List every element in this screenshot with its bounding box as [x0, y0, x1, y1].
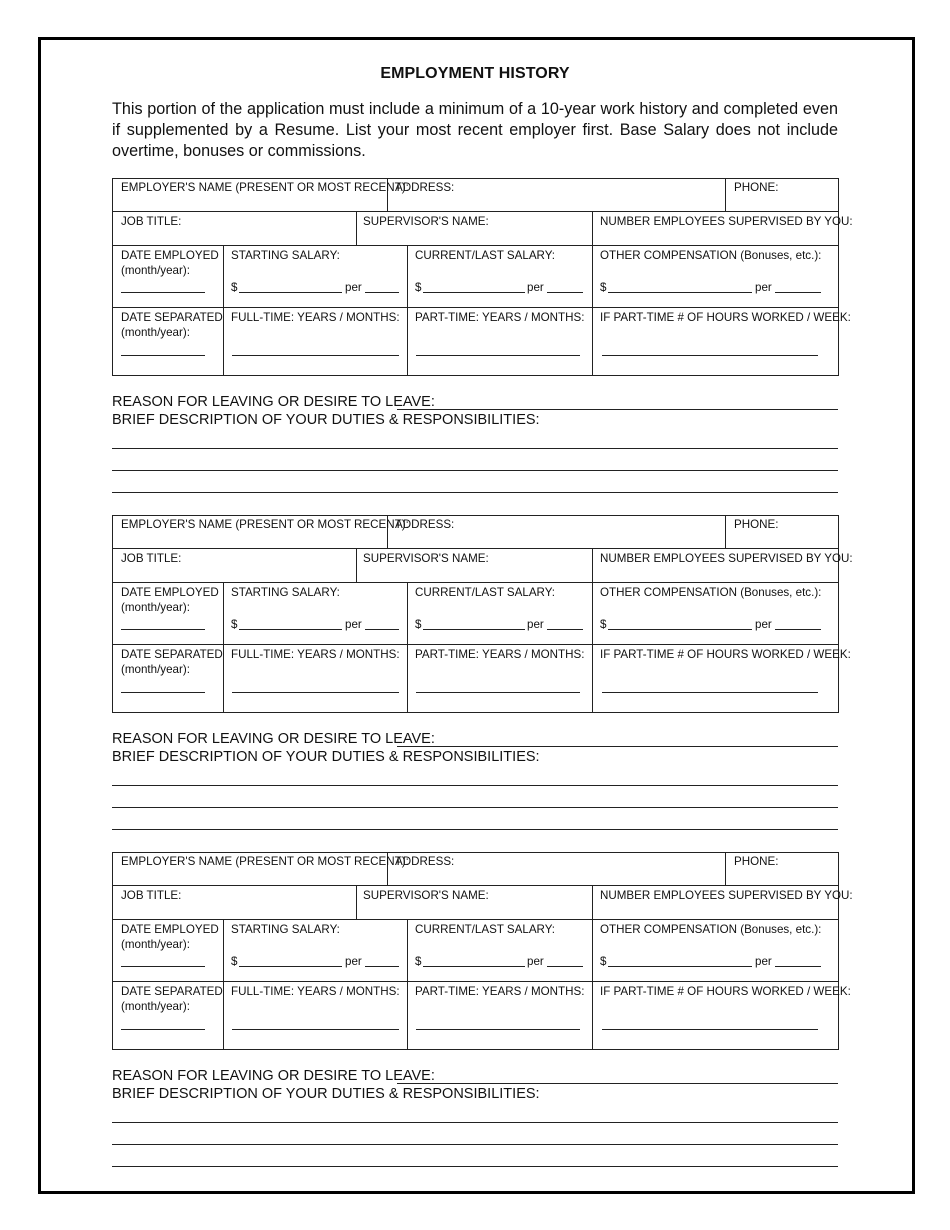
employer-entry	[112, 178, 853, 498]
reason-for-leaving-input[interactable]	[397, 746, 838, 747]
employer-name-label: EMPLOYER'S NAME (PRESENT OR MOST RECENT):	[121, 518, 409, 531]
reason-for-leaving-label: REASON FOR LEAVING OR DESIRE TO LEAVE:	[112, 1068, 435, 1084]
duties-input-line[interactable]	[112, 1166, 838, 1167]
part-time-label: PART-TIME: YEARS / MONTHS:	[415, 648, 585, 661]
employer-table	[112, 178, 853, 376]
instructions-paragraph: This portion of the application must include a minimum of a 10-year work history and completed even if supplemented by a Resume. List your most recent employer first. Base Salary does not include overtime, bonuses or commissions.	[112, 100, 838, 160]
other-compensation-input[interactable]	[608, 292, 752, 293]
duties-label: BRIEF DESCRIPTION OF YOUR DUTIES & RESPONSIBILITIES:	[112, 749, 540, 765]
starting-salary-dollar: $	[231, 955, 238, 968]
starting-salary-dollar: $	[231, 618, 238, 631]
date-separated-input[interactable]	[121, 355, 205, 356]
other-compensation-period-input[interactable]	[775, 966, 821, 967]
job-title-label: JOB TITLE:	[121, 215, 182, 228]
employees-supervised-label: NUMBER EMPLOYEES SUPERVISED BY YOU:	[600, 552, 853, 565]
starting-salary-input[interactable]	[239, 629, 342, 630]
other-compensation-label: OTHER COMPENSATION (Bonuses, etc.):	[600, 249, 822, 262]
date-separated-label: DATE SEPARATED	[121, 311, 223, 324]
phone-label: PHONE:	[734, 855, 779, 868]
current-salary-dollar: $	[415, 955, 422, 968]
reason-for-leaving-input[interactable]	[397, 409, 838, 410]
starting-salary-label: STARTING SALARY:	[231, 586, 340, 599]
duties-input-line[interactable]	[112, 470, 838, 471]
starting-salary-dollar: $	[231, 281, 238, 294]
date-employed-label: DATE EMPLOYED	[121, 249, 219, 262]
phone-field[interactable]	[734, 854, 778, 869]
full-time-label: FULL-TIME: YEARS / MONTHS:	[231, 985, 400, 998]
employer-name-field[interactable]	[121, 180, 409, 195]
reason-for-leaving-label: REASON FOR LEAVING OR DESIRE TO LEAVE:	[112, 394, 435, 410]
part-time-label: PART-TIME: YEARS / MONTHS:	[415, 311, 585, 324]
other-compensation-input[interactable]	[608, 966, 752, 967]
part-time-hours-input[interactable]	[602, 1029, 818, 1030]
full-time-input[interactable]	[232, 355, 399, 356]
part-time-input[interactable]	[416, 1029, 580, 1030]
starting-salary-period-input[interactable]	[365, 629, 399, 630]
reason-for-leaving-input[interactable]	[397, 1083, 838, 1084]
job-title-field[interactable]	[121, 551, 181, 566]
supervisor-label: SUPERVISOR'S NAME:	[363, 889, 489, 902]
supervisor-label: SUPERVISOR'S NAME:	[363, 552, 489, 565]
duties-input-line[interactable]	[112, 1122, 838, 1123]
phone-field[interactable]	[734, 517, 778, 532]
date-employed-month-year-label: (month/year):	[121, 264, 190, 277]
current-salary-label: CURRENT/LAST SALARY:	[415, 586, 556, 599]
date-employed-label: DATE EMPLOYED	[121, 923, 219, 936]
employer-entry	[112, 852, 853, 1172]
duties-label: BRIEF DESCRIPTION OF YOUR DUTIES & RESPONSIBILITIES:	[112, 412, 540, 428]
date-employed-month-year-label: (month/year):	[121, 938, 190, 951]
employer-name-field[interactable]	[121, 517, 409, 532]
employer-table	[112, 515, 853, 713]
other-compensation-dollar: $	[600, 281, 607, 294]
other-compensation-dollar: $	[600, 955, 607, 968]
supervisor-field[interactable]	[363, 214, 489, 229]
job-title-field[interactable]	[121, 214, 181, 229]
other-compensation-label: OTHER COMPENSATION (Bonuses, etc.):	[600, 586, 822, 599]
part-time-hours-input[interactable]	[602, 692, 818, 693]
other-compensation-per: per	[755, 618, 772, 631]
employer-table	[112, 852, 853, 1050]
duties-input-line[interactable]	[112, 785, 838, 786]
date-employed-input[interactable]	[121, 292, 205, 293]
job-title-label: JOB TITLE:	[121, 552, 182, 565]
current-salary-per: per	[527, 281, 544, 294]
current-salary-label: CURRENT/LAST SALARY:	[415, 249, 556, 262]
duties-input-line[interactable]	[112, 829, 838, 830]
supervisor-field[interactable]	[363, 551, 489, 566]
starting-salary-input[interactable]	[239, 292, 342, 293]
current-salary-period-input[interactable]	[547, 966, 583, 967]
starting-salary-period-input[interactable]	[365, 966, 399, 967]
other-compensation-dollar: $	[600, 618, 607, 631]
current-salary-input[interactable]	[423, 292, 525, 293]
current-salary-label: CURRENT/LAST SALARY:	[415, 923, 556, 936]
supervisor-field[interactable]	[363, 888, 489, 903]
current-salary-input[interactable]	[423, 966, 525, 967]
employer-name-label: EMPLOYER'S NAME (PRESENT OR MOST RECENT):	[121, 181, 409, 194]
date-separated-month-year-label: (month/year):	[121, 1000, 190, 1013]
part-time-input[interactable]	[416, 355, 580, 356]
date-separated-label: DATE SEPARATED	[121, 648, 223, 661]
current-salary-per: per	[527, 955, 544, 968]
current-salary-dollar: $	[415, 281, 422, 294]
supervisor-label: SUPERVISOR'S NAME:	[363, 215, 489, 228]
address-label: ADDRESS:	[395, 855, 455, 868]
other-compensation-period-input[interactable]	[775, 629, 821, 630]
starting-salary-label: STARTING SALARY:	[231, 249, 340, 262]
full-time-input[interactable]	[232, 1029, 399, 1030]
employer-entry	[112, 515, 853, 835]
current-salary-period-input[interactable]	[547, 292, 583, 293]
employees-supervised-field[interactable]	[600, 214, 853, 229]
duties-label: BRIEF DESCRIPTION OF YOUR DUTIES & RESPONSIBILITIES:	[112, 1086, 540, 1102]
employees-supervised-field[interactable]	[600, 551, 853, 566]
starting-salary-per: per	[345, 955, 362, 968]
other-compensation-per: per	[755, 281, 772, 294]
other-compensation-input[interactable]	[608, 629, 752, 630]
current-salary-period-input[interactable]	[547, 629, 583, 630]
starting-salary-per: per	[345, 618, 362, 631]
address-label: ADDRESS:	[395, 518, 455, 531]
employees-supervised-field[interactable]	[600, 888, 853, 903]
full-time-label: FULL-TIME: YEARS / MONTHS:	[231, 648, 400, 661]
duties-input-line[interactable]	[112, 448, 838, 449]
phone-field[interactable]	[734, 180, 778, 195]
other-compensation-per: per	[755, 955, 772, 968]
part-time-hours-input[interactable]	[602, 355, 818, 356]
current-salary-input[interactable]	[423, 629, 525, 630]
date-employed-input[interactable]	[121, 629, 205, 630]
other-compensation-period-input[interactable]	[775, 292, 821, 293]
job-title-field[interactable]	[121, 888, 181, 903]
current-salary-dollar: $	[415, 618, 422, 631]
reason-for-leaving-label: REASON FOR LEAVING OR DESIRE TO LEAVE:	[112, 731, 435, 747]
date-employed-input[interactable]	[121, 966, 205, 967]
date-employed-label: DATE EMPLOYED	[121, 586, 219, 599]
page-title: EMPLOYMENT HISTORY	[380, 65, 570, 82]
date-separated-month-year-label: (month/year):	[121, 663, 190, 676]
employees-supervised-label: NUMBER EMPLOYEES SUPERVISED BY YOU:	[600, 215, 853, 228]
job-title-label: JOB TITLE:	[121, 889, 182, 902]
phone-label: PHONE:	[734, 181, 779, 194]
address-label: ADDRESS:	[395, 181, 455, 194]
starting-salary-label: STARTING SALARY:	[231, 923, 340, 936]
address-field[interactable]	[395, 180, 454, 195]
date-separated-input[interactable]	[121, 1029, 205, 1030]
part-time-input[interactable]	[416, 692, 580, 693]
date-separated-month-year-label: (month/year):	[121, 326, 190, 339]
employer-name-field[interactable]	[121, 854, 409, 869]
employer-name-label: EMPLOYER'S NAME (PRESENT OR MOST RECENT):	[121, 855, 409, 868]
part-time-hours-label: IF PART-TIME # OF HOURS WORKED / WEEK:	[600, 311, 851, 324]
date-employed-month-year-label: (month/year):	[121, 601, 190, 614]
duties-input-line[interactable]	[112, 1144, 838, 1145]
starting-salary-input[interactable]	[239, 966, 342, 967]
date-separated-input[interactable]	[121, 692, 205, 693]
address-field[interactable]	[395, 517, 454, 532]
other-compensation-label: OTHER COMPENSATION (Bonuses, etc.):	[600, 923, 822, 936]
phone-label: PHONE:	[734, 518, 779, 531]
date-separated-label: DATE SEPARATED	[121, 985, 223, 998]
full-time-input[interactable]	[232, 692, 399, 693]
part-time-hours-label: IF PART-TIME # OF HOURS WORKED / WEEK:	[600, 648, 851, 661]
current-salary-per: per	[527, 618, 544, 631]
duties-input-line[interactable]	[112, 492, 838, 493]
employees-supervised-label: NUMBER EMPLOYEES SUPERVISED BY YOU:	[600, 889, 853, 902]
part-time-label: PART-TIME: YEARS / MONTHS:	[415, 985, 585, 998]
full-time-label: FULL-TIME: YEARS / MONTHS:	[231, 311, 400, 324]
address-field[interactable]	[395, 854, 454, 869]
duties-input-line[interactable]	[112, 807, 838, 808]
starting-salary-per: per	[345, 281, 362, 294]
part-time-hours-label: IF PART-TIME # OF HOURS WORKED / WEEK:	[600, 985, 851, 998]
starting-salary-period-input[interactable]	[365, 292, 399, 293]
